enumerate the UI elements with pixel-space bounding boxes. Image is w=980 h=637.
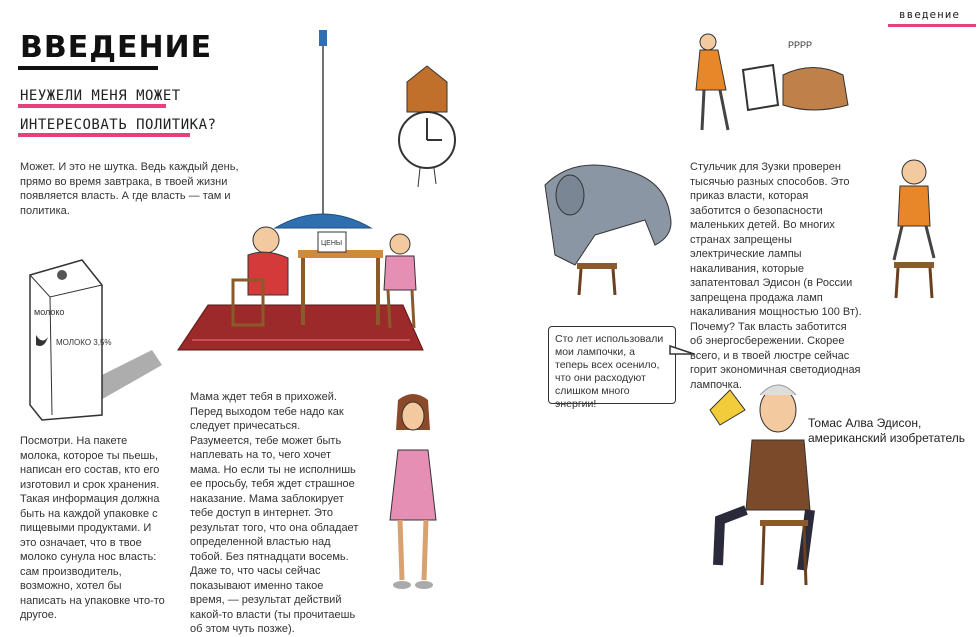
edison-illustration bbox=[690, 370, 820, 600]
subtitle-highlight-1 bbox=[18, 104, 166, 108]
breakfast-scene-illustration bbox=[178, 210, 428, 360]
page-title: ВВЕДЕНИЕ bbox=[20, 30, 213, 65]
intro-paragraph: Может. И это не шутка. Ведь каждый день, прямо во время завтрака, в твоей жизни появляется власть. А где власть — там и политика. bbox=[20, 161, 239, 217]
milk-carton-illustration bbox=[22, 255, 172, 425]
cereal-box-label: ЦЕНЫ bbox=[321, 240, 343, 247]
ceiling-lamp-illustration bbox=[255, 30, 375, 230]
section-tag: введение bbox=[899, 8, 960, 21]
jumping-boy-illustration bbox=[878, 150, 948, 300]
speech-bubble-tail bbox=[670, 340, 700, 360]
milk-label-2: МОЛОКО 3,5% bbox=[56, 338, 112, 347]
subtitle-line-1: НЕУЖЕЛИ МЕНЯ МОЖЕТ bbox=[20, 88, 181, 104]
milk-label-1: молоко bbox=[34, 307, 65, 317]
title-underline bbox=[18, 66, 158, 70]
caption-line-1: Томас Алва Эдисон, bbox=[808, 416, 922, 430]
section-tag-underline bbox=[888, 24, 976, 27]
milk-paragraph: Посмотри. На пакете молока, которое ты пьешь, написан его состав, кто его изготовил и срок хранения. Такая информация должна быть на каждой упаковке с пищевыми продуктами. И это означает, что в твое молоко сунула нос власть: сам производитель, возможно, хотел бы написать на упаковке что-то другое. bbox=[20, 435, 165, 621]
caption-line-2: американский изобретатель bbox=[808, 431, 966, 445]
speech-bubble: Сто лет использовали мои лампочки, а теперь всех осенило, что они расходуют слишком много энергии! bbox=[548, 326, 676, 404]
subtitle-line-2: ИНТЕРЕСОВАТЬ ПОЛИТИКА? bbox=[20, 117, 217, 133]
mom-paragraph: Мама ждет тебя в прихожей. Перед выходом тебе надо как следует причесаться. Разумеется, тебе может быть наплевать на то, чего хочет мама. Но если ты не исполнишь ее просьбу, тебя ждет страшное наказание. Мама заблокирует тебе доступ в интернет. Это результат того, что она обладает определенной властью над тобой. Без пятнадцати восемь. Даже то, что часы сейчас показывают именно такое время, — результат действий какой-то власти (ты прочитаешь об этом чуть позже). bbox=[190, 391, 359, 635]
wall-clock-illustration bbox=[392, 62, 462, 192]
dog-sound-text: РРРР bbox=[788, 40, 813, 50]
subtitle-highlight-2 bbox=[18, 133, 190, 137]
girl-and-dog-illustration bbox=[688, 30, 868, 140]
elephant-on-chair-illustration bbox=[535, 145, 685, 300]
mother-illustration bbox=[378, 390, 448, 595]
edison-caption bbox=[808, 416, 965, 446]
chair-paragraph: Стульчик для Зузки проверен тысячью разных способов. Это приказ власти, которая заботится о безопасности маленьких детей. Во многих странах запрещены электрические лампы накаливания, которые запатентовал Эдисон (в России запрещена продажа ламп накаливания мощностью 100 Вт). Почему? Так власть заботится об энергосбережении. Скорее всего, и в твоей люстре сейчас горит экономичная светодиодная лампочка. bbox=[690, 161, 862, 391]
